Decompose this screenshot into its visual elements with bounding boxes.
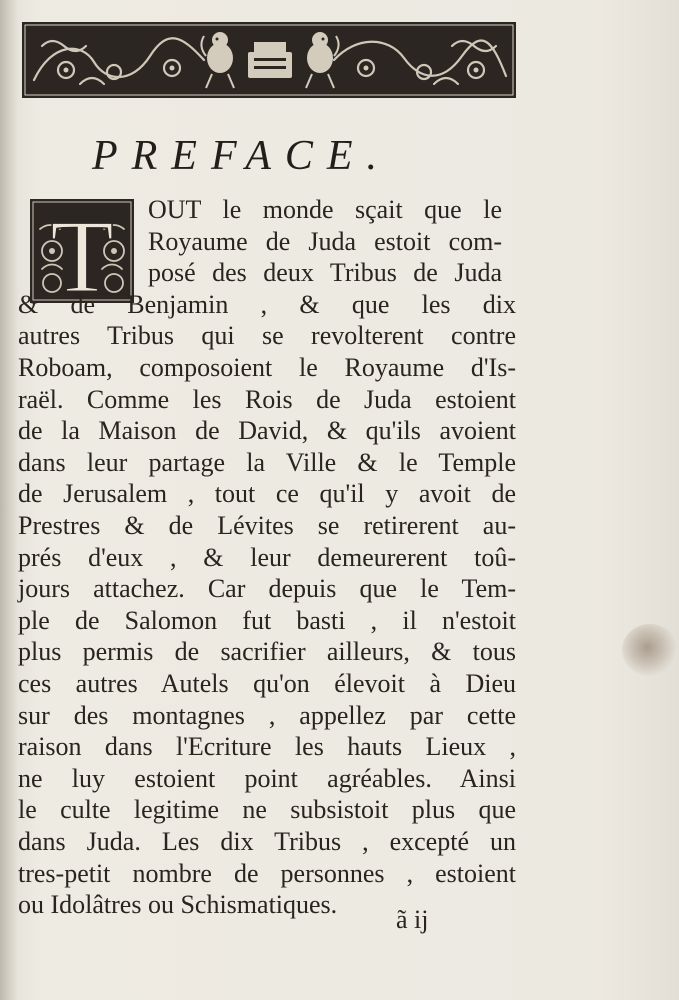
- dropcap-letter: T: [50, 199, 114, 303]
- text-line: OUT le monde sçait que le: [148, 195, 502, 224]
- text-line: dans leur partage la Ville & le Temple: [18, 447, 516, 477]
- page-title: PREFACE.: [92, 133, 392, 179]
- text-line: prés d'eux , & leur demeurerent toû-: [18, 542, 516, 572]
- signature-mark: ã ij: [396, 905, 429, 934]
- ornamental-dropcap: [30, 199, 134, 303]
- text-line: ne luy estoient point agréables. Ainsi: [18, 763, 516, 793]
- text-line: dans Juda. Les dix Tribus , excepté un: [18, 827, 516, 856]
- text-line: de Jerusalem , tout ce qu'il y avoit de: [18, 479, 516, 509]
- text-line: tres-petit nombre de personnes , estoient: [18, 858, 516, 888]
- text-line: ces autres Autels qu'on élevoit à Dieu: [18, 669, 516, 698]
- text-line: posé des deux Tribus de Juda: [148, 258, 502, 288]
- text-line: jours attachez. Car depuis que le Tem-: [18, 574, 516, 604]
- text-line: de la Maison de David, & qu'ils avoient: [18, 416, 516, 446]
- text-line: plus permis de sacrifier ailleurs, & tous: [18, 637, 516, 667]
- text-line: raison dans l'Ecriture les hauts Lieux ,: [18, 732, 516, 762]
- text-line: autres Tribus qui se revolterent contre: [18, 321, 516, 351]
- text-line: ple de Salomon fut basti , il n'estoit: [18, 605, 516, 635]
- text-line: & de Benjamin , & que les dix: [18, 289, 516, 319]
- text-line: Royaume de Juda estoit com-: [148, 226, 502, 256]
- page-gutter: [0, 0, 18, 1000]
- text-line: raël. Comme les Rois de Juda estoient: [18, 384, 516, 414]
- text-line: Prestres & de Lévites se retirerent au-: [18, 511, 516, 540]
- text-line: le culte legitime ne subsistoit plus que: [18, 795, 516, 825]
- ornamental-headpiece: [22, 22, 516, 98]
- text-line: sur des montagnes , appellez par cette: [18, 700, 516, 730]
- text-line: Roboam, composoient le Royaume d'Is-: [18, 353, 516, 382]
- text-line: ou Idolâtres ou Schismatiques.: [18, 890, 338, 920]
- paper-stain: [622, 624, 678, 676]
